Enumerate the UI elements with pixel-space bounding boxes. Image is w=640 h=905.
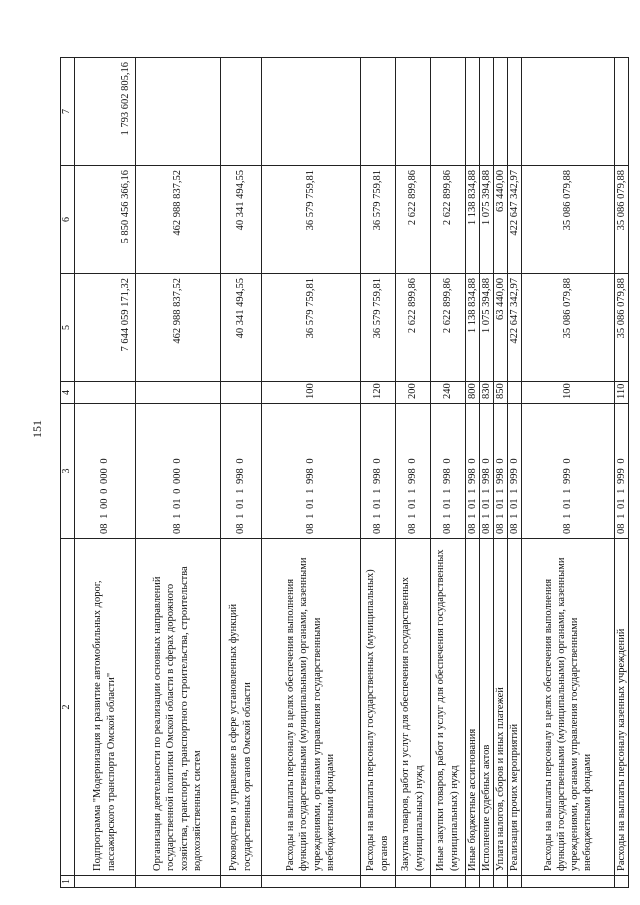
row-code: 08 1 01 1 999 0 bbox=[615, 404, 629, 539]
row-value-5: 36 579 759,81 bbox=[360, 274, 395, 382]
table-row bbox=[615, 58, 629, 888]
row-index-cell bbox=[430, 876, 465, 888]
row-value-7 bbox=[493, 58, 507, 166]
row-vr bbox=[74, 382, 135, 404]
row-name: Реализация прочих мероприятий bbox=[507, 539, 521, 876]
row-index-cell bbox=[135, 876, 220, 888]
row-index-cell bbox=[479, 876, 493, 888]
row-name: Закупка товаров, работ и услуг для обеспечения государственных (муниципальных) нужд bbox=[395, 539, 430, 876]
budget-table bbox=[60, 57, 629, 888]
row-index-cell bbox=[465, 876, 479, 888]
row-name: Организация деятельности по реализации основных направлений государственной политики Омской области в сферах дорожного хозяйства, транспорта, транспортного строительства, строительства водохозяйственных систем bbox=[135, 539, 220, 876]
row-code: 08 1 01 1 998 0 bbox=[220, 404, 261, 539]
row-name: Расходы на выплаты персоналу в целях обеспечения выполнения функций государственными (муниципальными) органами, казенными учреждениями, органами управления государственными внебюджетными фондами bbox=[522, 539, 615, 876]
row-value-6: 35 086 079,88 bbox=[522, 166, 615, 274]
row-value-7: 1 793 602 805,16 bbox=[74, 58, 135, 166]
header-row bbox=[61, 58, 75, 888]
row-value-6: 422 647 342,97 bbox=[507, 166, 521, 274]
header-col-4: 4 bbox=[61, 382, 75, 404]
row-value-7 bbox=[395, 58, 430, 166]
row-name: Расходы на выплаты персоналу в целях обеспечения выполнения функций государственными (муниципальными) органами, казенными учреждениями, органами управления государственными внебюджетными фондами bbox=[261, 539, 360, 876]
row-value-7 bbox=[261, 58, 360, 166]
page-number: 151 bbox=[30, 420, 44, 438]
row-vr: 200 bbox=[395, 382, 430, 404]
row-value-6: 63 440,00 bbox=[493, 166, 507, 274]
table-row bbox=[507, 58, 521, 888]
table-row bbox=[522, 58, 615, 888]
row-value-7 bbox=[615, 58, 629, 166]
row-value-7 bbox=[430, 58, 465, 166]
row-value-5: 2 622 899,86 bbox=[395, 274, 430, 382]
row-vr: 110 bbox=[615, 382, 629, 404]
row-value-7 bbox=[507, 58, 521, 166]
row-value-5: 462 988 837,52 bbox=[135, 274, 220, 382]
row-vr bbox=[220, 382, 261, 404]
table-row bbox=[360, 58, 395, 888]
row-index-cell bbox=[507, 876, 521, 888]
row-value-6: 2 622 899,86 bbox=[395, 166, 430, 274]
table-row bbox=[493, 58, 507, 888]
row-value-5: 1 138 834,88 bbox=[465, 274, 479, 382]
row-value-6: 35 086 079,88 bbox=[615, 166, 629, 274]
row-index-cell bbox=[74, 876, 135, 888]
row-value-7 bbox=[220, 58, 261, 166]
row-value-5: 422 647 342,97 bbox=[507, 274, 521, 382]
row-name: Расходы на выплаты персоналу казенных учреждений bbox=[615, 539, 629, 876]
row-code: 08 1 01 0 000 0 bbox=[135, 404, 220, 539]
row-value-6: 5 850 456 366,16 bbox=[74, 166, 135, 274]
row-code: 08 1 00 0 000 0 bbox=[74, 404, 135, 539]
row-name: Уплата налогов, сборов и иных платежей bbox=[493, 539, 507, 876]
row-code: 08 1 01 1 999 0 bbox=[522, 404, 615, 539]
table-row bbox=[465, 58, 479, 888]
header-col-3: 3 bbox=[61, 404, 75, 539]
row-value-5: 2 622 899,86 bbox=[430, 274, 465, 382]
row-name: Подпрограмма "Модернизация и развитие автомобильных дорог, пассажирского транспорта Омской области" bbox=[74, 539, 135, 876]
row-value-7 bbox=[465, 58, 479, 166]
row-index-cell bbox=[493, 876, 507, 888]
row-code: 08 1 01 1 998 0 bbox=[261, 404, 360, 539]
row-value-7 bbox=[360, 58, 395, 166]
row-value-6: 1 075 394,88 bbox=[479, 166, 493, 274]
row-code: 08 1 01 1 998 0 bbox=[493, 404, 507, 539]
row-vr: 850 bbox=[493, 382, 507, 404]
header-col-2: 2 bbox=[61, 539, 75, 876]
row-index-cell bbox=[261, 876, 360, 888]
row-vr: 830 bbox=[479, 382, 493, 404]
row-vr: 800 bbox=[465, 382, 479, 404]
rotated-table-container bbox=[60, 58, 627, 888]
row-index-cell bbox=[395, 876, 430, 888]
row-value-7 bbox=[479, 58, 493, 166]
table-row bbox=[74, 58, 135, 888]
row-code: 08 1 01 1 999 0 bbox=[507, 404, 521, 539]
header-col-5: 5 bbox=[61, 274, 75, 382]
row-index-cell bbox=[522, 876, 615, 888]
row-code: 08 1 01 1 998 0 bbox=[430, 404, 465, 539]
row-name: Иные закупки товаров, работ и услуг для обеспечения государственных (муниципальных) нужд bbox=[430, 539, 465, 876]
header-col-6: 6 bbox=[61, 166, 75, 274]
row-index-cell bbox=[360, 876, 395, 888]
row-code: 08 1 01 1 998 0 bbox=[465, 404, 479, 539]
row-value-5: 40 341 494,55 bbox=[220, 274, 261, 382]
row-value-5: 35 086 079,88 bbox=[615, 274, 629, 382]
row-name: Исполнение судебных актов bbox=[479, 539, 493, 876]
table-row bbox=[135, 58, 220, 888]
row-value-6: 1 138 834,88 bbox=[465, 166, 479, 274]
row-value-5: 36 579 759,81 bbox=[261, 274, 360, 382]
row-name: Расходы на выплаты персоналу государственных (муниципальных) органов bbox=[360, 539, 395, 876]
table-row bbox=[220, 58, 261, 888]
row-value-7 bbox=[135, 58, 220, 166]
row-name: Иные бюджетные ассигнования bbox=[465, 539, 479, 876]
row-vr bbox=[507, 382, 521, 404]
row-value-6: 36 579 759,81 bbox=[360, 166, 395, 274]
row-value-6: 2 622 899,86 bbox=[430, 166, 465, 274]
header-col-1: 1 bbox=[61, 876, 75, 888]
row-value-6: 462 988 837,52 bbox=[135, 166, 220, 274]
row-name: Руководство и управление в сфере установленных функций государственных органов Омской области bbox=[220, 539, 261, 876]
table-row bbox=[261, 58, 360, 888]
row-index-cell bbox=[220, 876, 261, 888]
row-value-5: 1 075 394,88 bbox=[479, 274, 493, 382]
row-value-5: 35 086 079,88 bbox=[522, 274, 615, 382]
row-value-7 bbox=[522, 58, 615, 166]
row-vr: 120 bbox=[360, 382, 395, 404]
row-code: 08 1 01 1 998 0 bbox=[360, 404, 395, 539]
table-row bbox=[479, 58, 493, 888]
header-col-7: 7 bbox=[61, 58, 75, 166]
row-vr: 100 bbox=[261, 382, 360, 404]
row-vr: 240 bbox=[430, 382, 465, 404]
row-value-6: 40 341 494,55 bbox=[220, 166, 261, 274]
row-value-5: 63 440,00 bbox=[493, 274, 507, 382]
row-index-cell bbox=[615, 876, 629, 888]
row-value-5: 7 644 059 171,32 bbox=[74, 274, 135, 382]
table-row bbox=[430, 58, 465, 888]
row-code: 08 1 01 1 998 0 bbox=[395, 404, 430, 539]
row-code: 08 1 01 1 998 0 bbox=[479, 404, 493, 539]
row-vr bbox=[135, 382, 220, 404]
row-vr: 100 bbox=[522, 382, 615, 404]
row-value-6: 36 579 759,81 bbox=[261, 166, 360, 274]
table-row bbox=[395, 58, 430, 888]
